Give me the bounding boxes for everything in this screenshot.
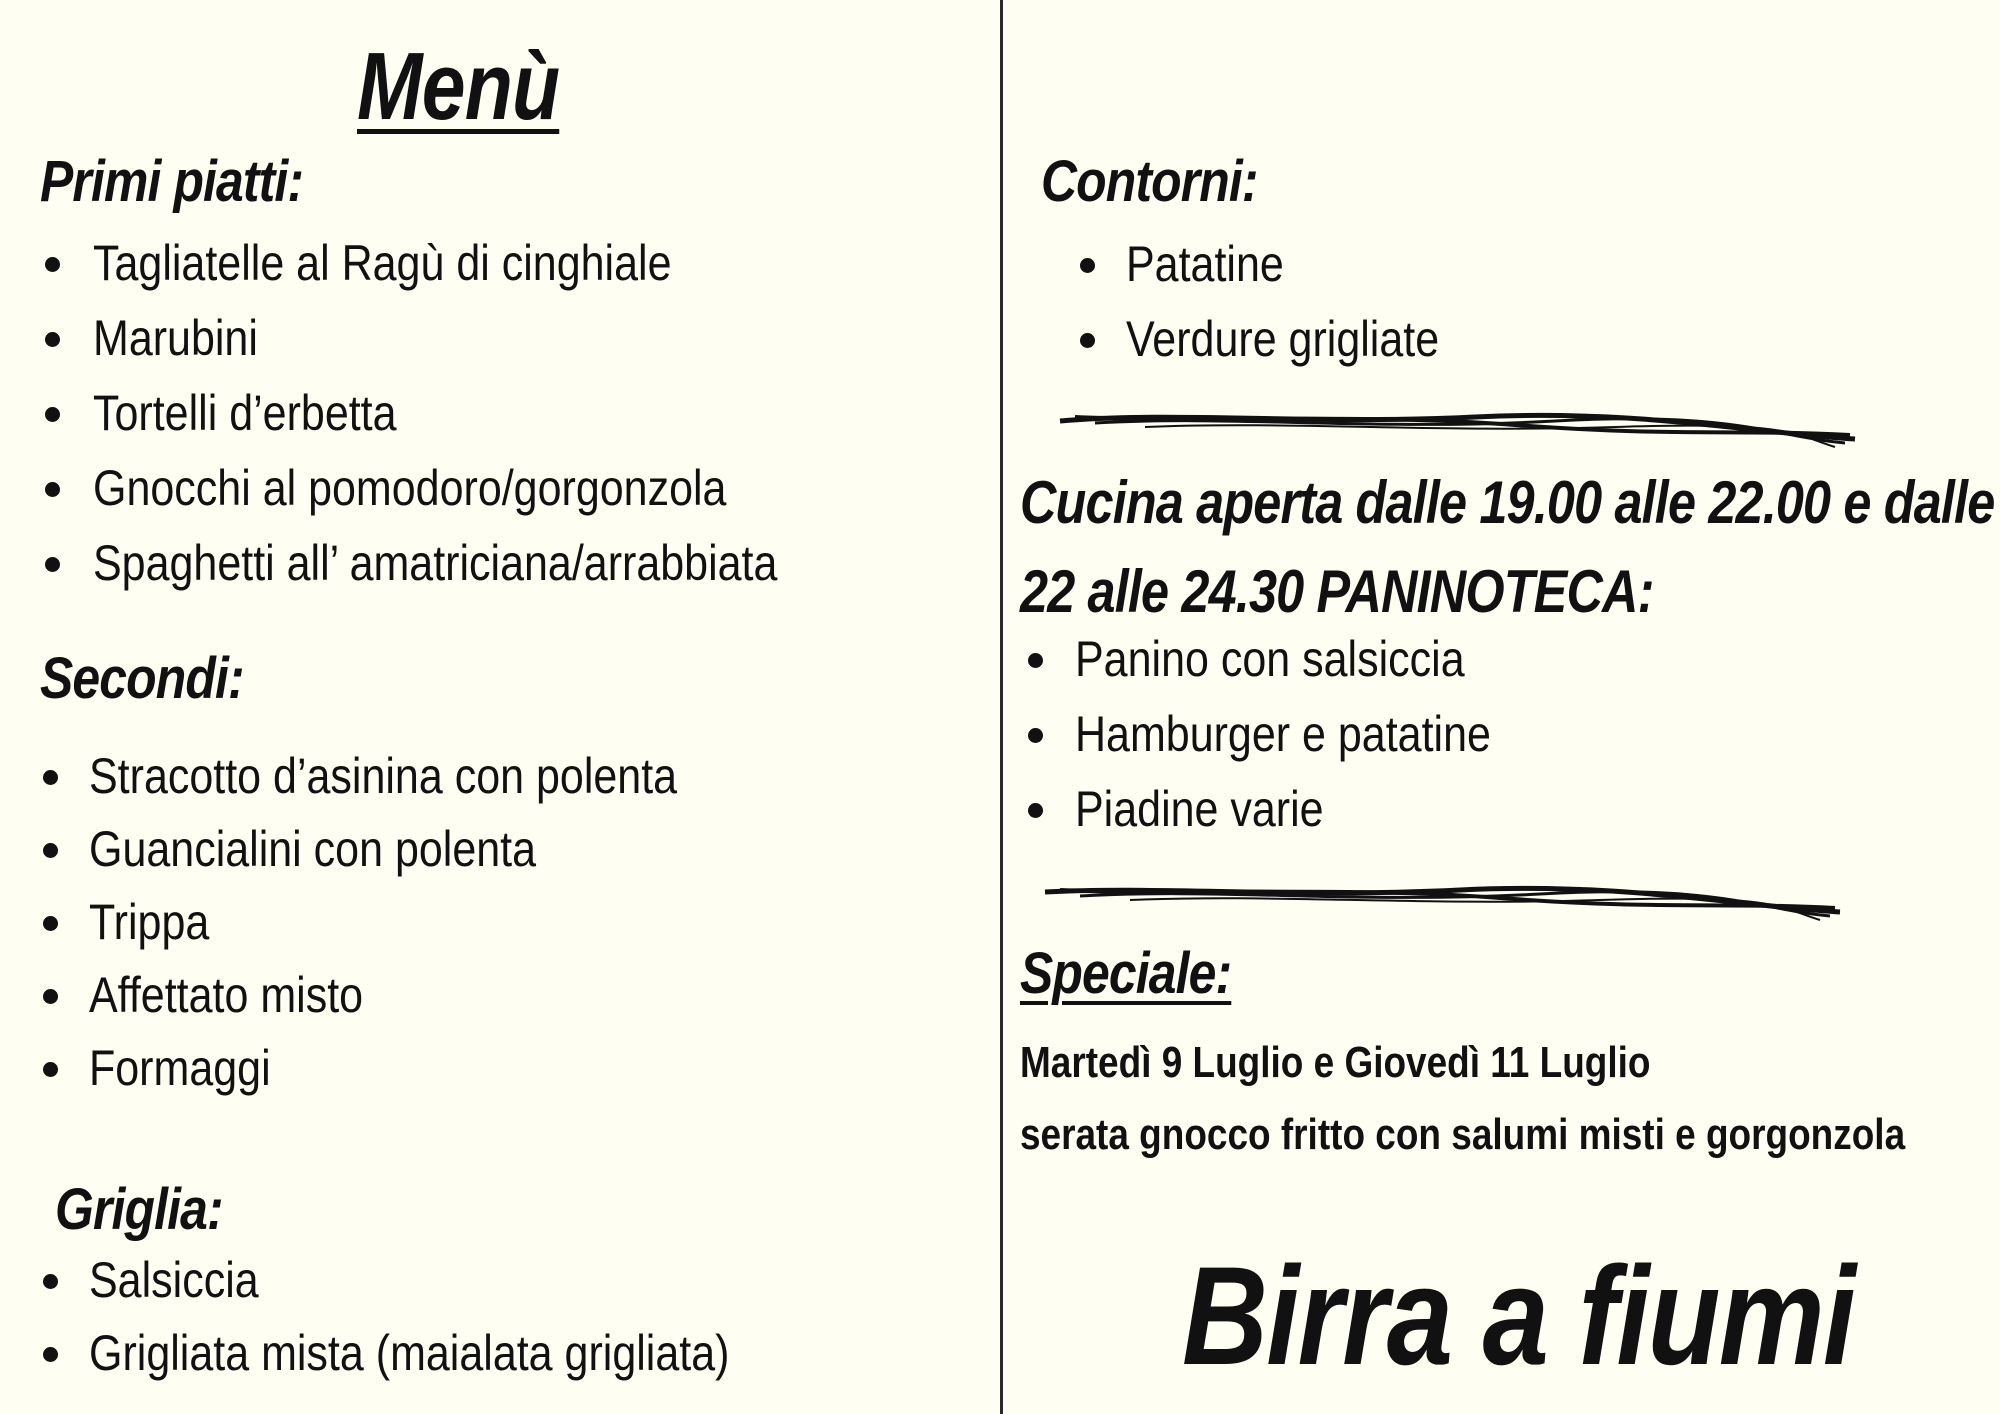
scribble-divider-bottom [1040, 880, 1850, 930]
kitchen-hours-line1: Cucina aperta dalle 19.00 alle 22.00 e dalle [1020, 469, 1995, 536]
menu-title: Menù [357, 33, 560, 140]
list-item: Formaggi [89, 1040, 271, 1096]
bullet-icon [43, 916, 58, 931]
bullet-icon [1028, 803, 1043, 818]
list-item: Salsiccia [89, 1252, 259, 1308]
speciale-heading: Speciale: [1020, 941, 1232, 1006]
list-item: Patatine [1126, 236, 1284, 292]
list-item: Gnocchi al pomodoro/gorgonzola [93, 460, 727, 516]
bullet-icon [43, 1062, 58, 1077]
list-item: Guancialini con polenta [89, 821, 537, 877]
speciale-dates: Martedì 9 Luglio e Giovedì 11 Luglio [1020, 1038, 1651, 1087]
list-item: Affettato misto [89, 967, 364, 1023]
speciale-description: serata gnocco fritto con salumi misti e gorgonzola [1020, 1110, 1906, 1159]
bullet-icon [1080, 333, 1095, 348]
secondi-heading: Secondi: [40, 646, 244, 711]
bullet-icon [1028, 653, 1043, 668]
list-item: Spaghetti all’ amatriciana/arrabbiata [93, 535, 778, 591]
list-item: Tortelli d’erbetta [93, 385, 397, 441]
list-item: Panino con salsiccia [1075, 631, 1465, 687]
bullet-icon [45, 482, 60, 497]
griglia-heading: Griglia: [55, 1177, 223, 1242]
scribble-divider-top [1055, 405, 1865, 455]
kitchen-hours-line2: 22 alle 24.30 PANINOTECA: [1020, 558, 1654, 625]
bullet-icon [1028, 728, 1043, 743]
bullet-icon [45, 557, 60, 572]
primi-heading: Primi piatti: [40, 149, 304, 214]
bullet-icon [43, 1274, 58, 1289]
column-divider [1000, 0, 1003, 1414]
bullet-icon [45, 257, 60, 272]
bullet-icon [43, 1347, 58, 1362]
list-item: Piadine varie [1075, 781, 1324, 837]
bullet-icon [43, 770, 58, 785]
list-item: Marubini [93, 310, 258, 366]
contorni-heading: Contorni: [1041, 149, 1258, 214]
bullet-icon [45, 407, 60, 422]
list-item: Hamburger e patatine [1075, 706, 1491, 762]
beer-slogan: Birra a fiumi [1182, 1237, 1855, 1394]
list-item: Tagliatelle al Ragù di cinghiale [93, 235, 672, 291]
list-item: Grigliata mista (maialata grigliata) [89, 1325, 730, 1381]
bullet-icon [1080, 258, 1095, 273]
bullet-icon [45, 332, 60, 347]
list-item: Verdure grigliate [1126, 311, 1440, 367]
list-item: Stracotto d’asinina con polenta [89, 748, 678, 804]
list-item: Trippa [89, 894, 210, 950]
bullet-icon [43, 989, 58, 1004]
bullet-icon [43, 843, 58, 858]
